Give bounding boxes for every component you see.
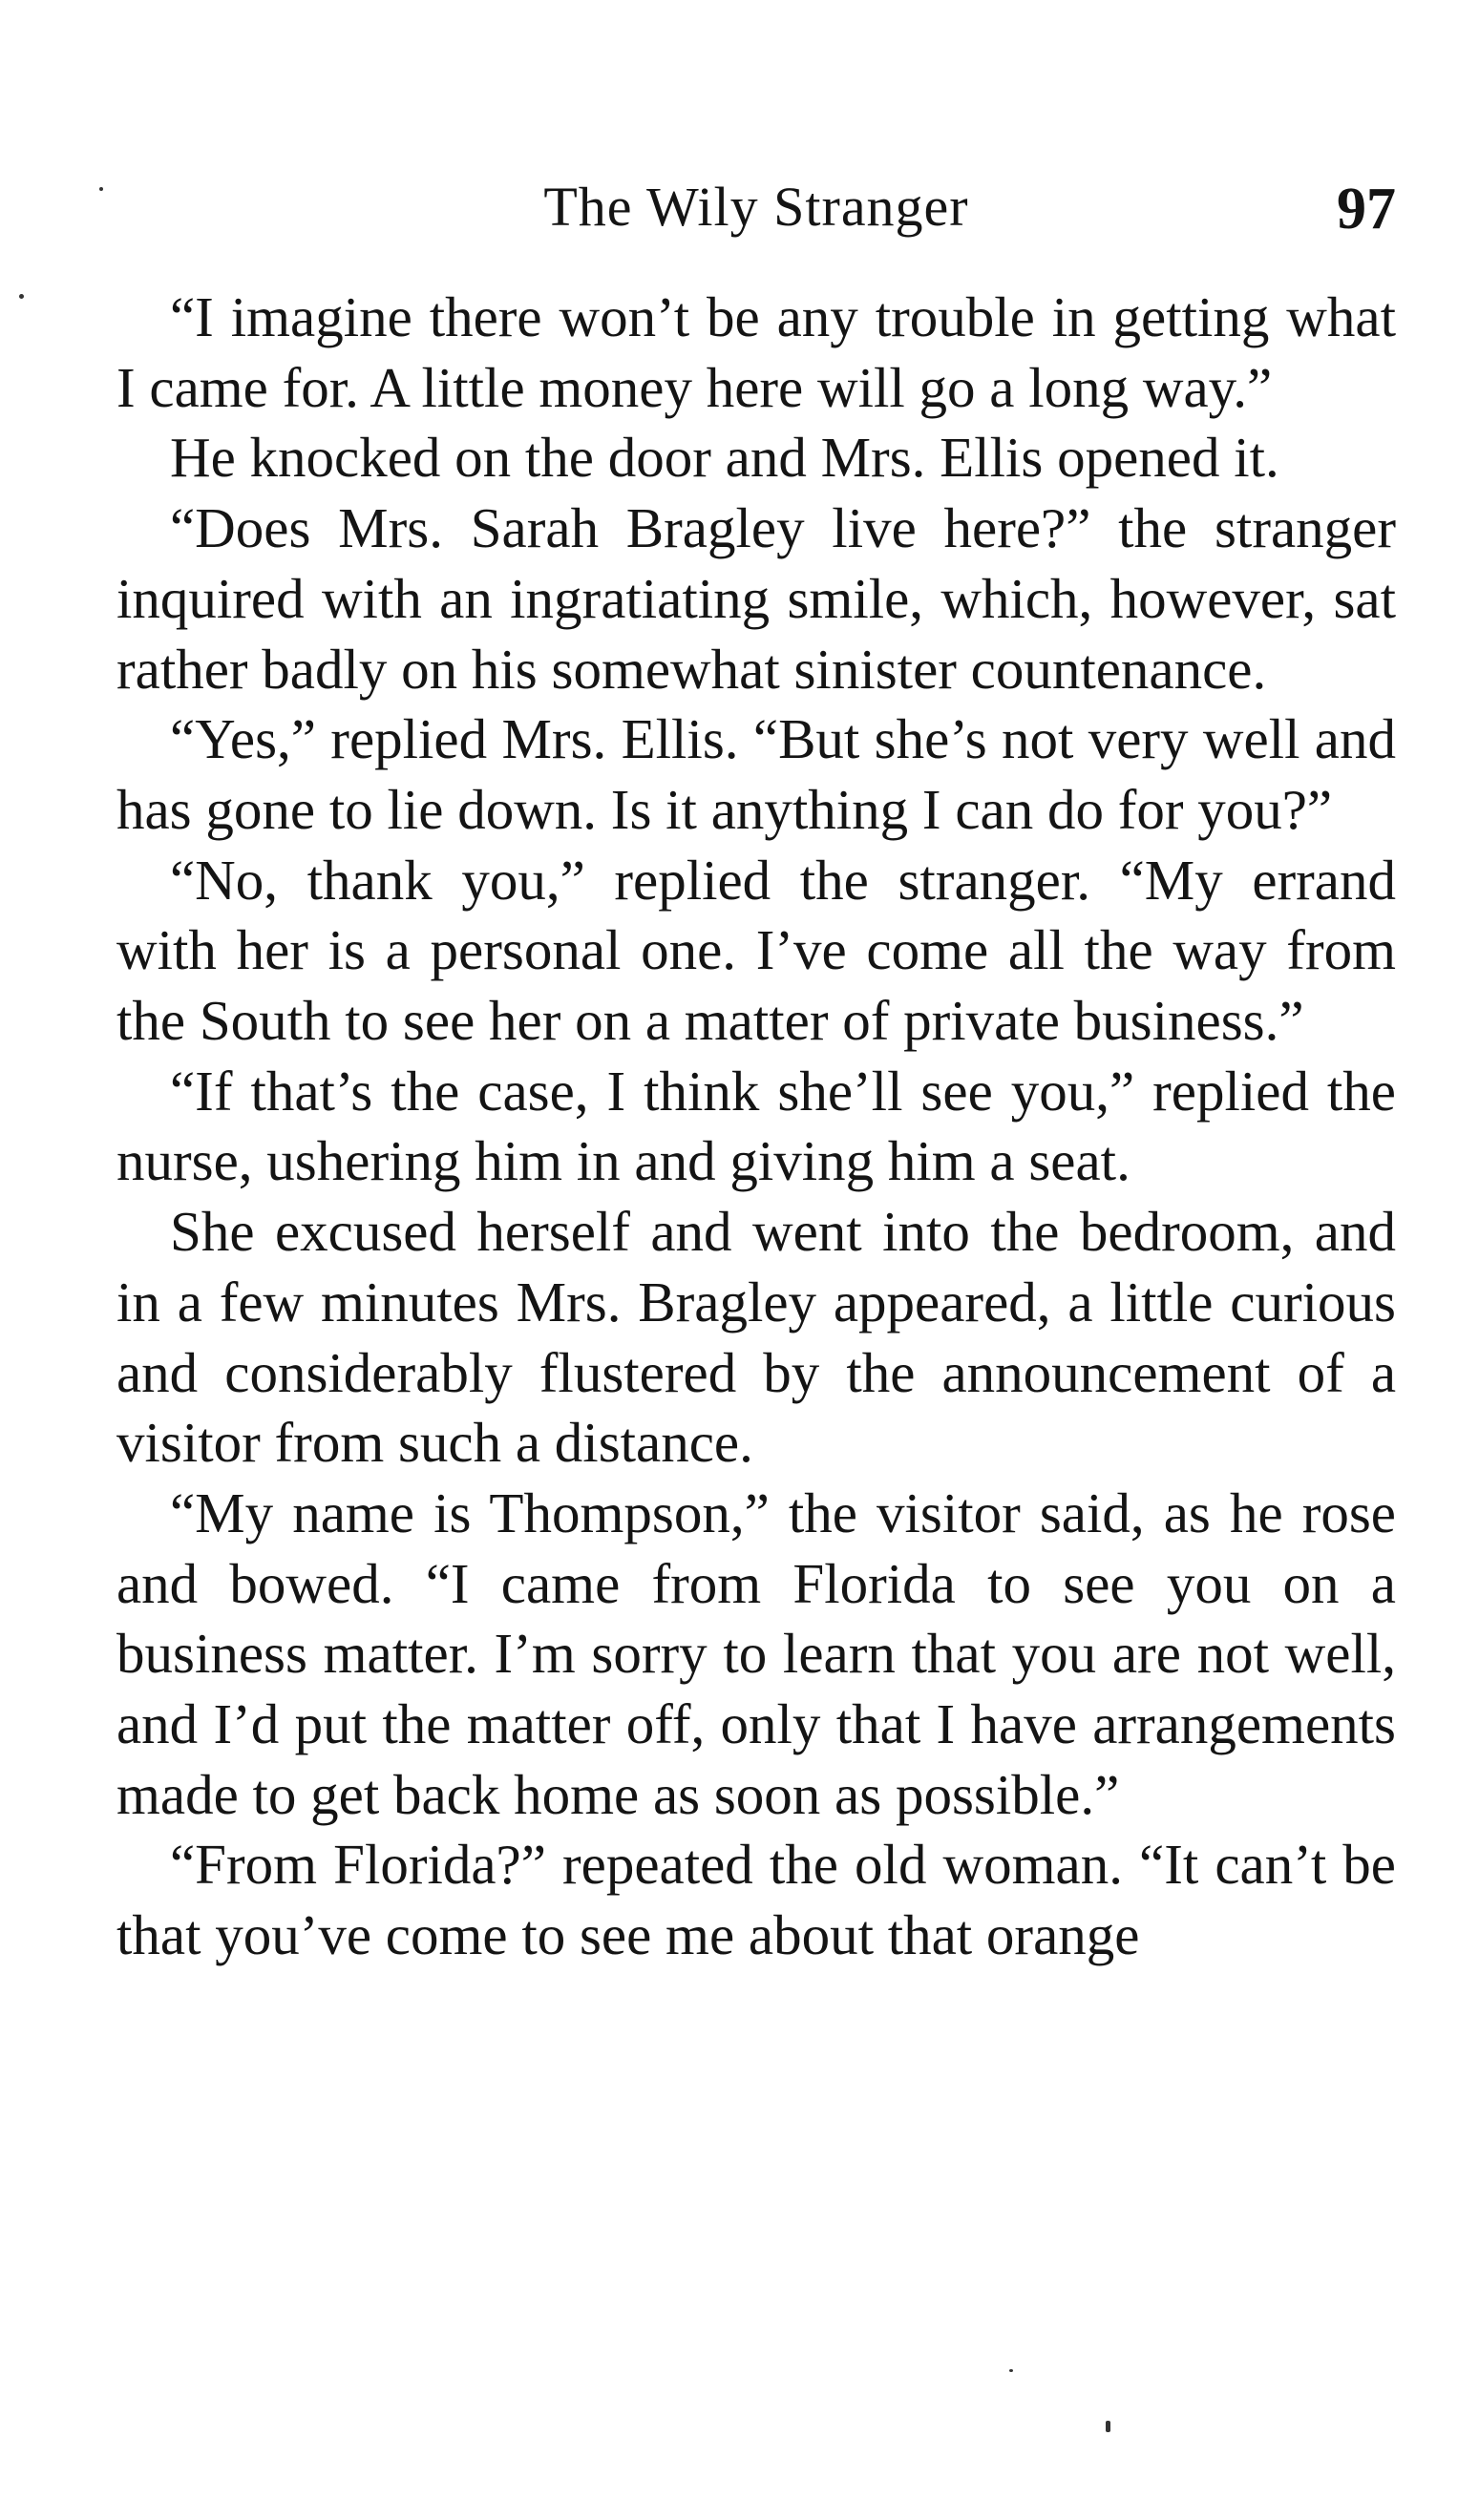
scan-speck xyxy=(19,294,24,299)
paragraph: “Yes,” replied Mrs. Ellis. “But she’s not very well and has gone to lie down. Is it anything I can do for you?” xyxy=(116,707,1396,841)
page-header xyxy=(116,153,1396,248)
paragraph: “I imagine there won’t be any trouble in getting what I came for. A little money here will go a long way.” xyxy=(116,285,1396,419)
paragraph: He knocked on the door and Mrs. Ellis opened it. xyxy=(170,426,1279,490)
paragraph: She excused herself and went into the bedroom, and in a few minutes Mrs. Bragley appeared, a little curious and considerably flustered by the announcement of a visitor from such a distance. xyxy=(116,1200,1396,1475)
paragraph: “My name is Thompson,” the visitor said, as he rose and bowed. “I came from Florida to see you on a business matter. I’m sorry to learn that you are not well, and I’d put the matter off, only that I have arrangements made to get back home as soon as possible.” xyxy=(116,1480,1396,1826)
body-text xyxy=(116,283,1396,1971)
paragraph: “Does Mrs. Sarah Bragley live here?” the stranger inquired with an ingratiating smile, which, however, sat rather badly on his somewhat sinister countenance. xyxy=(116,496,1396,701)
scan-speck xyxy=(99,187,103,191)
page-number: 97 xyxy=(1337,177,1396,242)
running-title: The Wily Stranger xyxy=(543,176,969,238)
paragraph: “From Florida?” repeated the old woman. “It can’t be that you’ve come to see me about that orange xyxy=(116,1833,1396,1967)
scan-speck xyxy=(1009,2369,1013,2372)
paragraph: “No, thank you,” replied the stranger. “My errand with her is a personal one. I’ve come all the way from the South to see her on a matter of private business.” xyxy=(116,848,1396,1053)
paragraph: “If that’s the case, I think she’ll see you,” replied the nurse, ushering him in and giving him a seat. xyxy=(116,1059,1396,1193)
scan-speck xyxy=(1106,2421,1110,2432)
